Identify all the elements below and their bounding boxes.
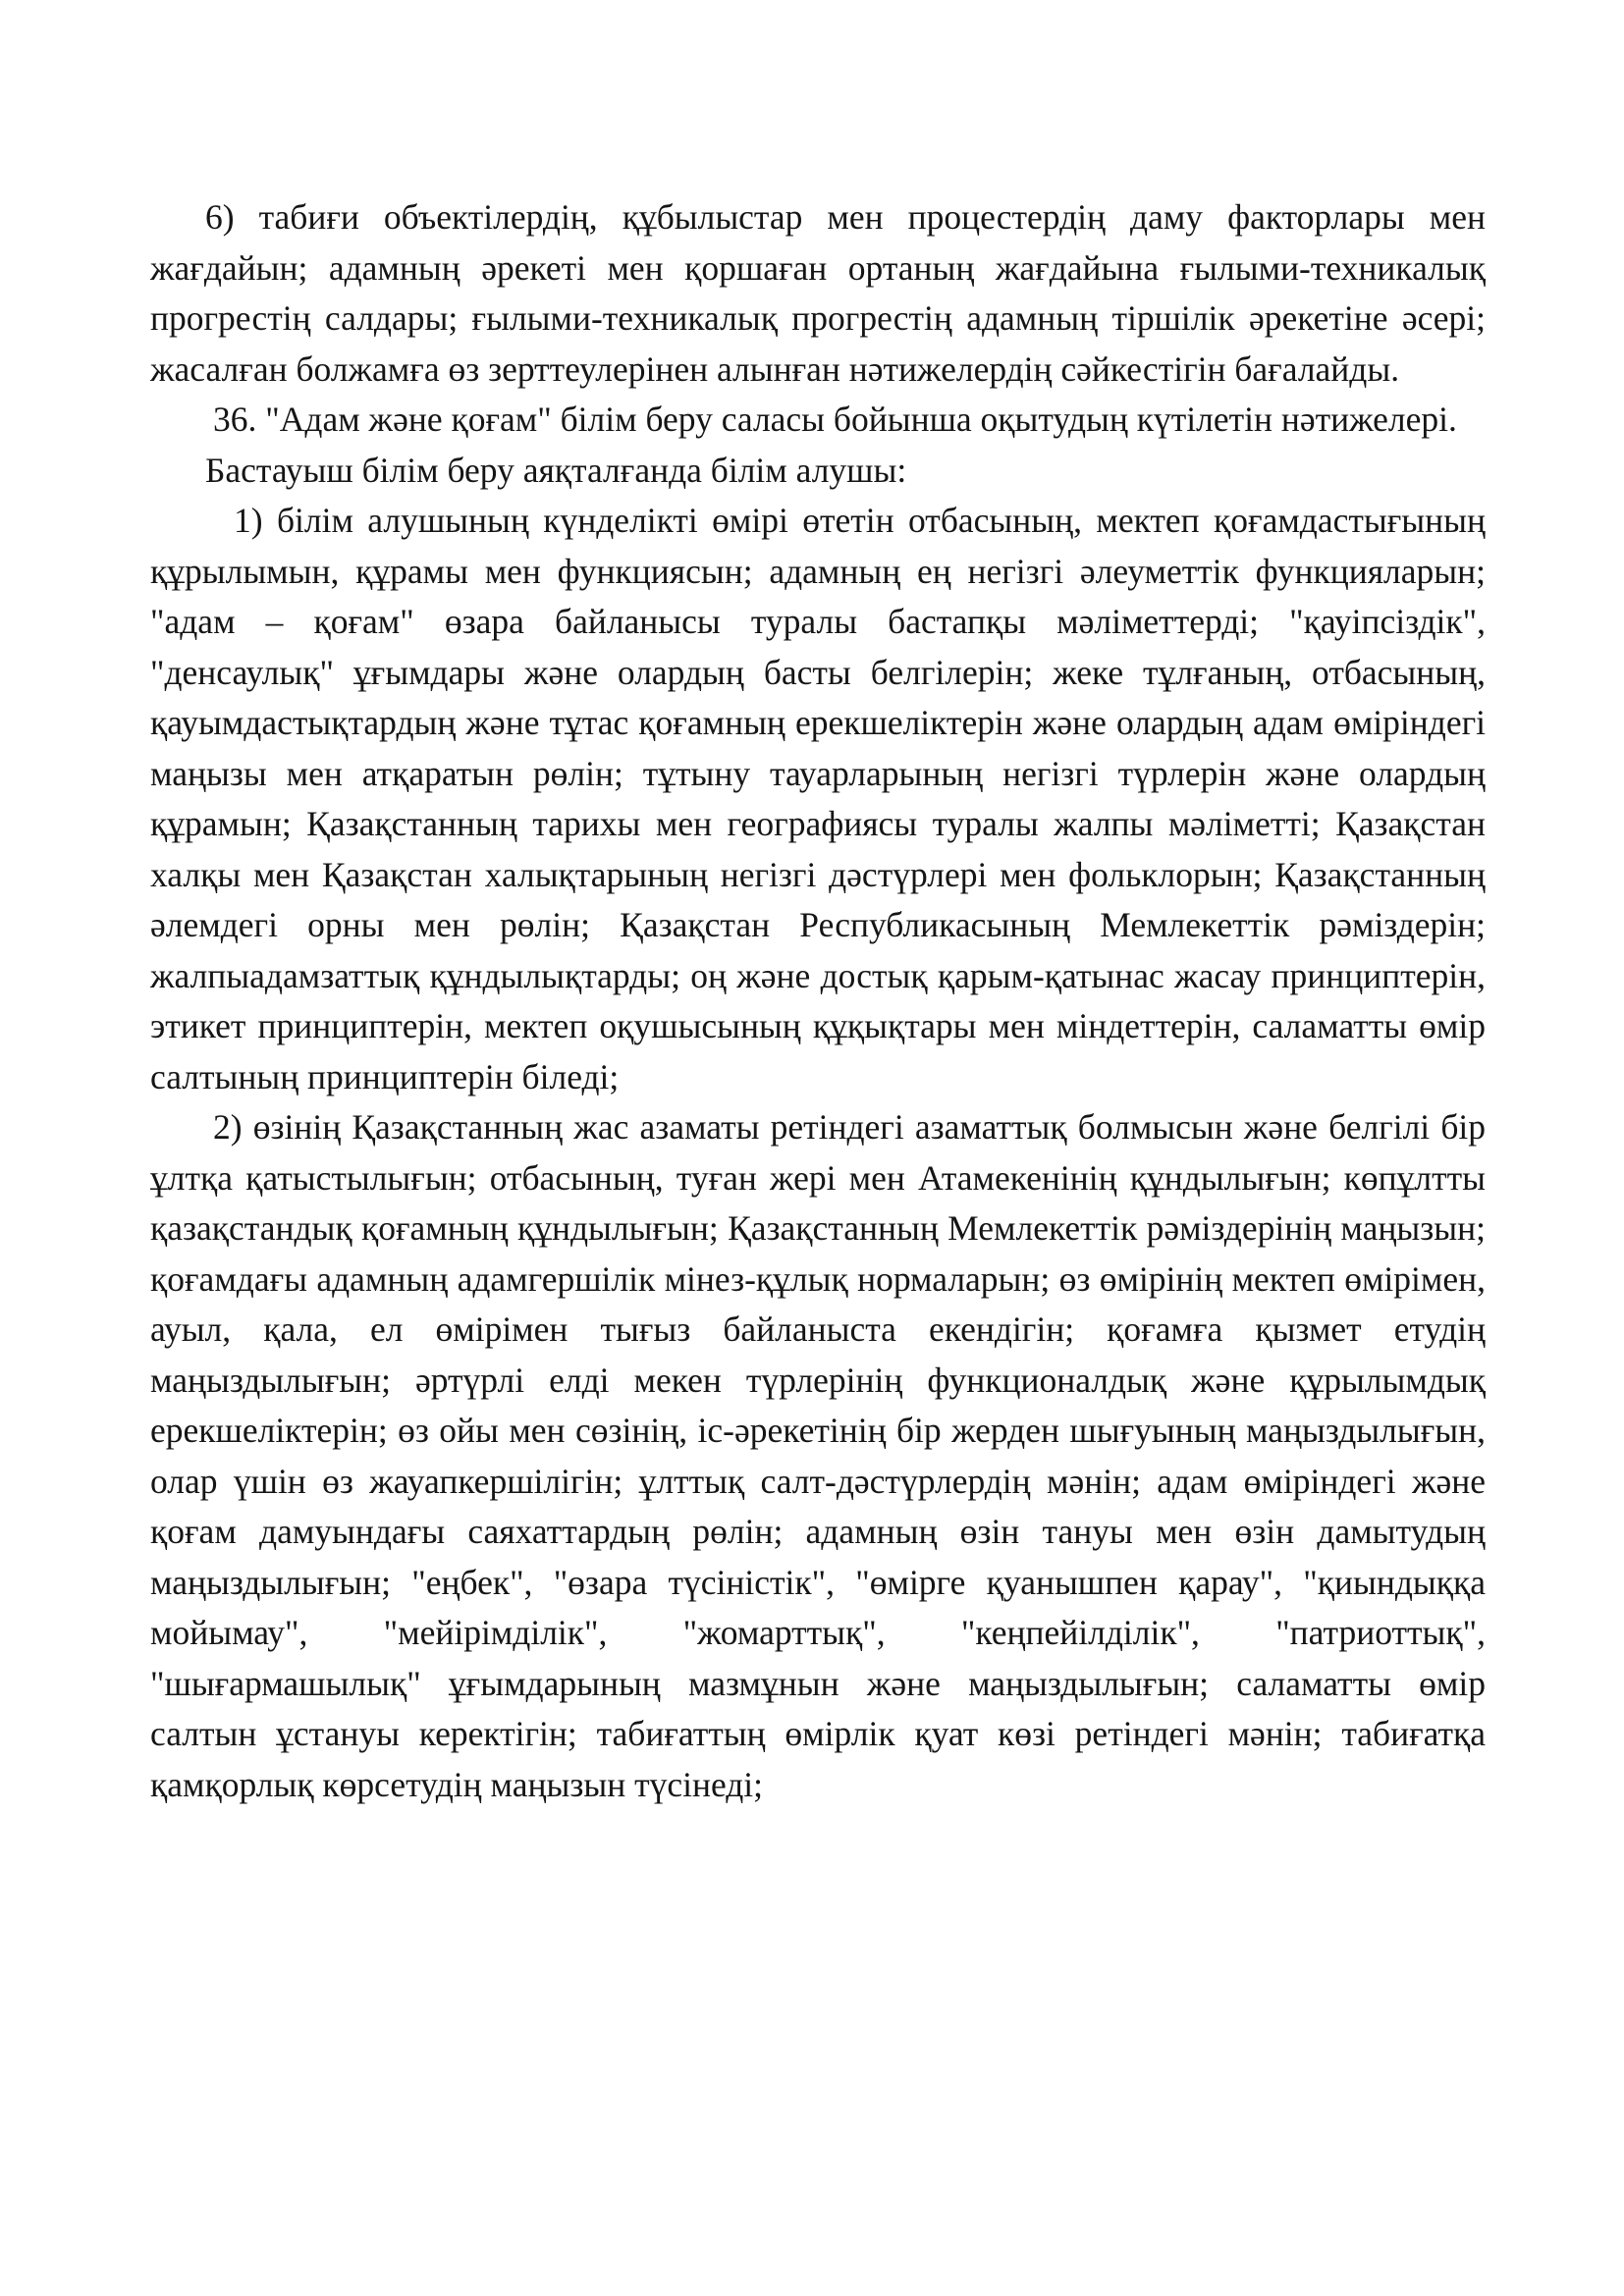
paragraph-item-1: 1) білім алушының күнделікті өмірі өтетін отбасының, мектеп қоғамдастығының құрылымын, құрамы мен функциясын; адамның ең негізгі әлеуметтік функцияларын; "адам – қоғам" өзара байланысы туралы бастапқы мәліметтерді; "қауіпсіздік", "денсаулық" ұғымдары және олардың басты белгілерін; жеке тұлғаның, отбасының, қауымдастықтардың және тұтас қоғамның ерекшеліктерін және олардың адам өміріндегі маңызы мен атқаратын рөлін; тұтыну тауарларының негізгі түрлерін және олардың құрамын; Қазақстанның тарихы мен географиясы туралы жалпы мәліметті; Қазақстан халқы мен Қазақстан халықтарының негізгі дәстүрлері мен фольклорын; Қазақстанның әлемдегі орны мен рөлін; Қазақстан Республикасының Мемлекеттік рәміздерін; жалпыадамзаттық құндылықтарды; оң және достық қарым-қатынас жасау принциптерін, этикет принциптерін, мектеп оқушысының құқықтары мен міндеттерін, саламатты өмір салтының принциптерін біледі; — [150, 501, 1486, 1096]
document-page — [150, 192, 1486, 1810]
paragraph-item-6: 6) табиғи объектілердің, құбылыстар мен процестердің даму факторлары мен жағдайын; адамның әрекеті мен қоршаған ортаның жағдайына ғылыми-техникалық прогрестің салдары; ғылыми-техникалық прогрестің адамның тіршілік әрекетіне әсері; жасалған болжамға өз зерттеулерінен алынған нәтижелердің сәйкестігін бағалайды. — [150, 197, 1486, 389]
paragraph-section-36: 36. "Адам және қоғам" білім беру саласы бойынша оқытудың күтілетін нәтижелері. — [213, 400, 1457, 439]
paragraph-item-2: 2) өзінің Қазақстанның жас азаматы ретіндегі азаматтық болмысын және белгілі бір ұлтқа қатыстылығын; отбасының, туған жері мен Атамекенінің құндылығын; көпұлтты қазақстандық қоғамның құндылығын; Қазақстанның Мемлекеттік рәміздерінің маңызын; қоғамдағы адамның адамгершілік мінез-құлық нормаларын; өз өмірінің мектеп өмірімен, ауыл, қала, ел өмірімен тығыз байланыста екендігін; қоғамға қызмет етудің маңыздылығын; әртүрлі елді мекен түрлерінің функционалдық және құрылымдық ерекшеліктерін; өз ойы мен сөзінің, іс-әрекетінің бір жерден шығуының маңыздылығын, олар үшін өз жауапкершілігін; ұлттық салт-дәстүрлердің мәнін; адам өміріндегі және қоғам дамуындағы саяхаттардың рөлін; адамның өзін тануы мен өзін дамытудың маңыздылығын; "еңбек", "өзара түсіністік", "өмірге қуанышпен қарау", "қиындыққа мойымау", "мейірімділік", "жомарттық", "кеңпейілділік", "патриоттық", "шығармашылық" ұғымдарының мазмұнын және маңыздылығын; саламатты өмір салтын ұстануы керектігін; табиғаттың өмірлік қуат көзі ретіндегі мәнін; табиғатқа қамқорлық көрсетудің маңызын түсінеді; — [150, 1107, 1486, 1804]
paragraph-intro: Бастауыш білім беру аяқталғанда білім алушы: — [205, 450, 907, 490]
